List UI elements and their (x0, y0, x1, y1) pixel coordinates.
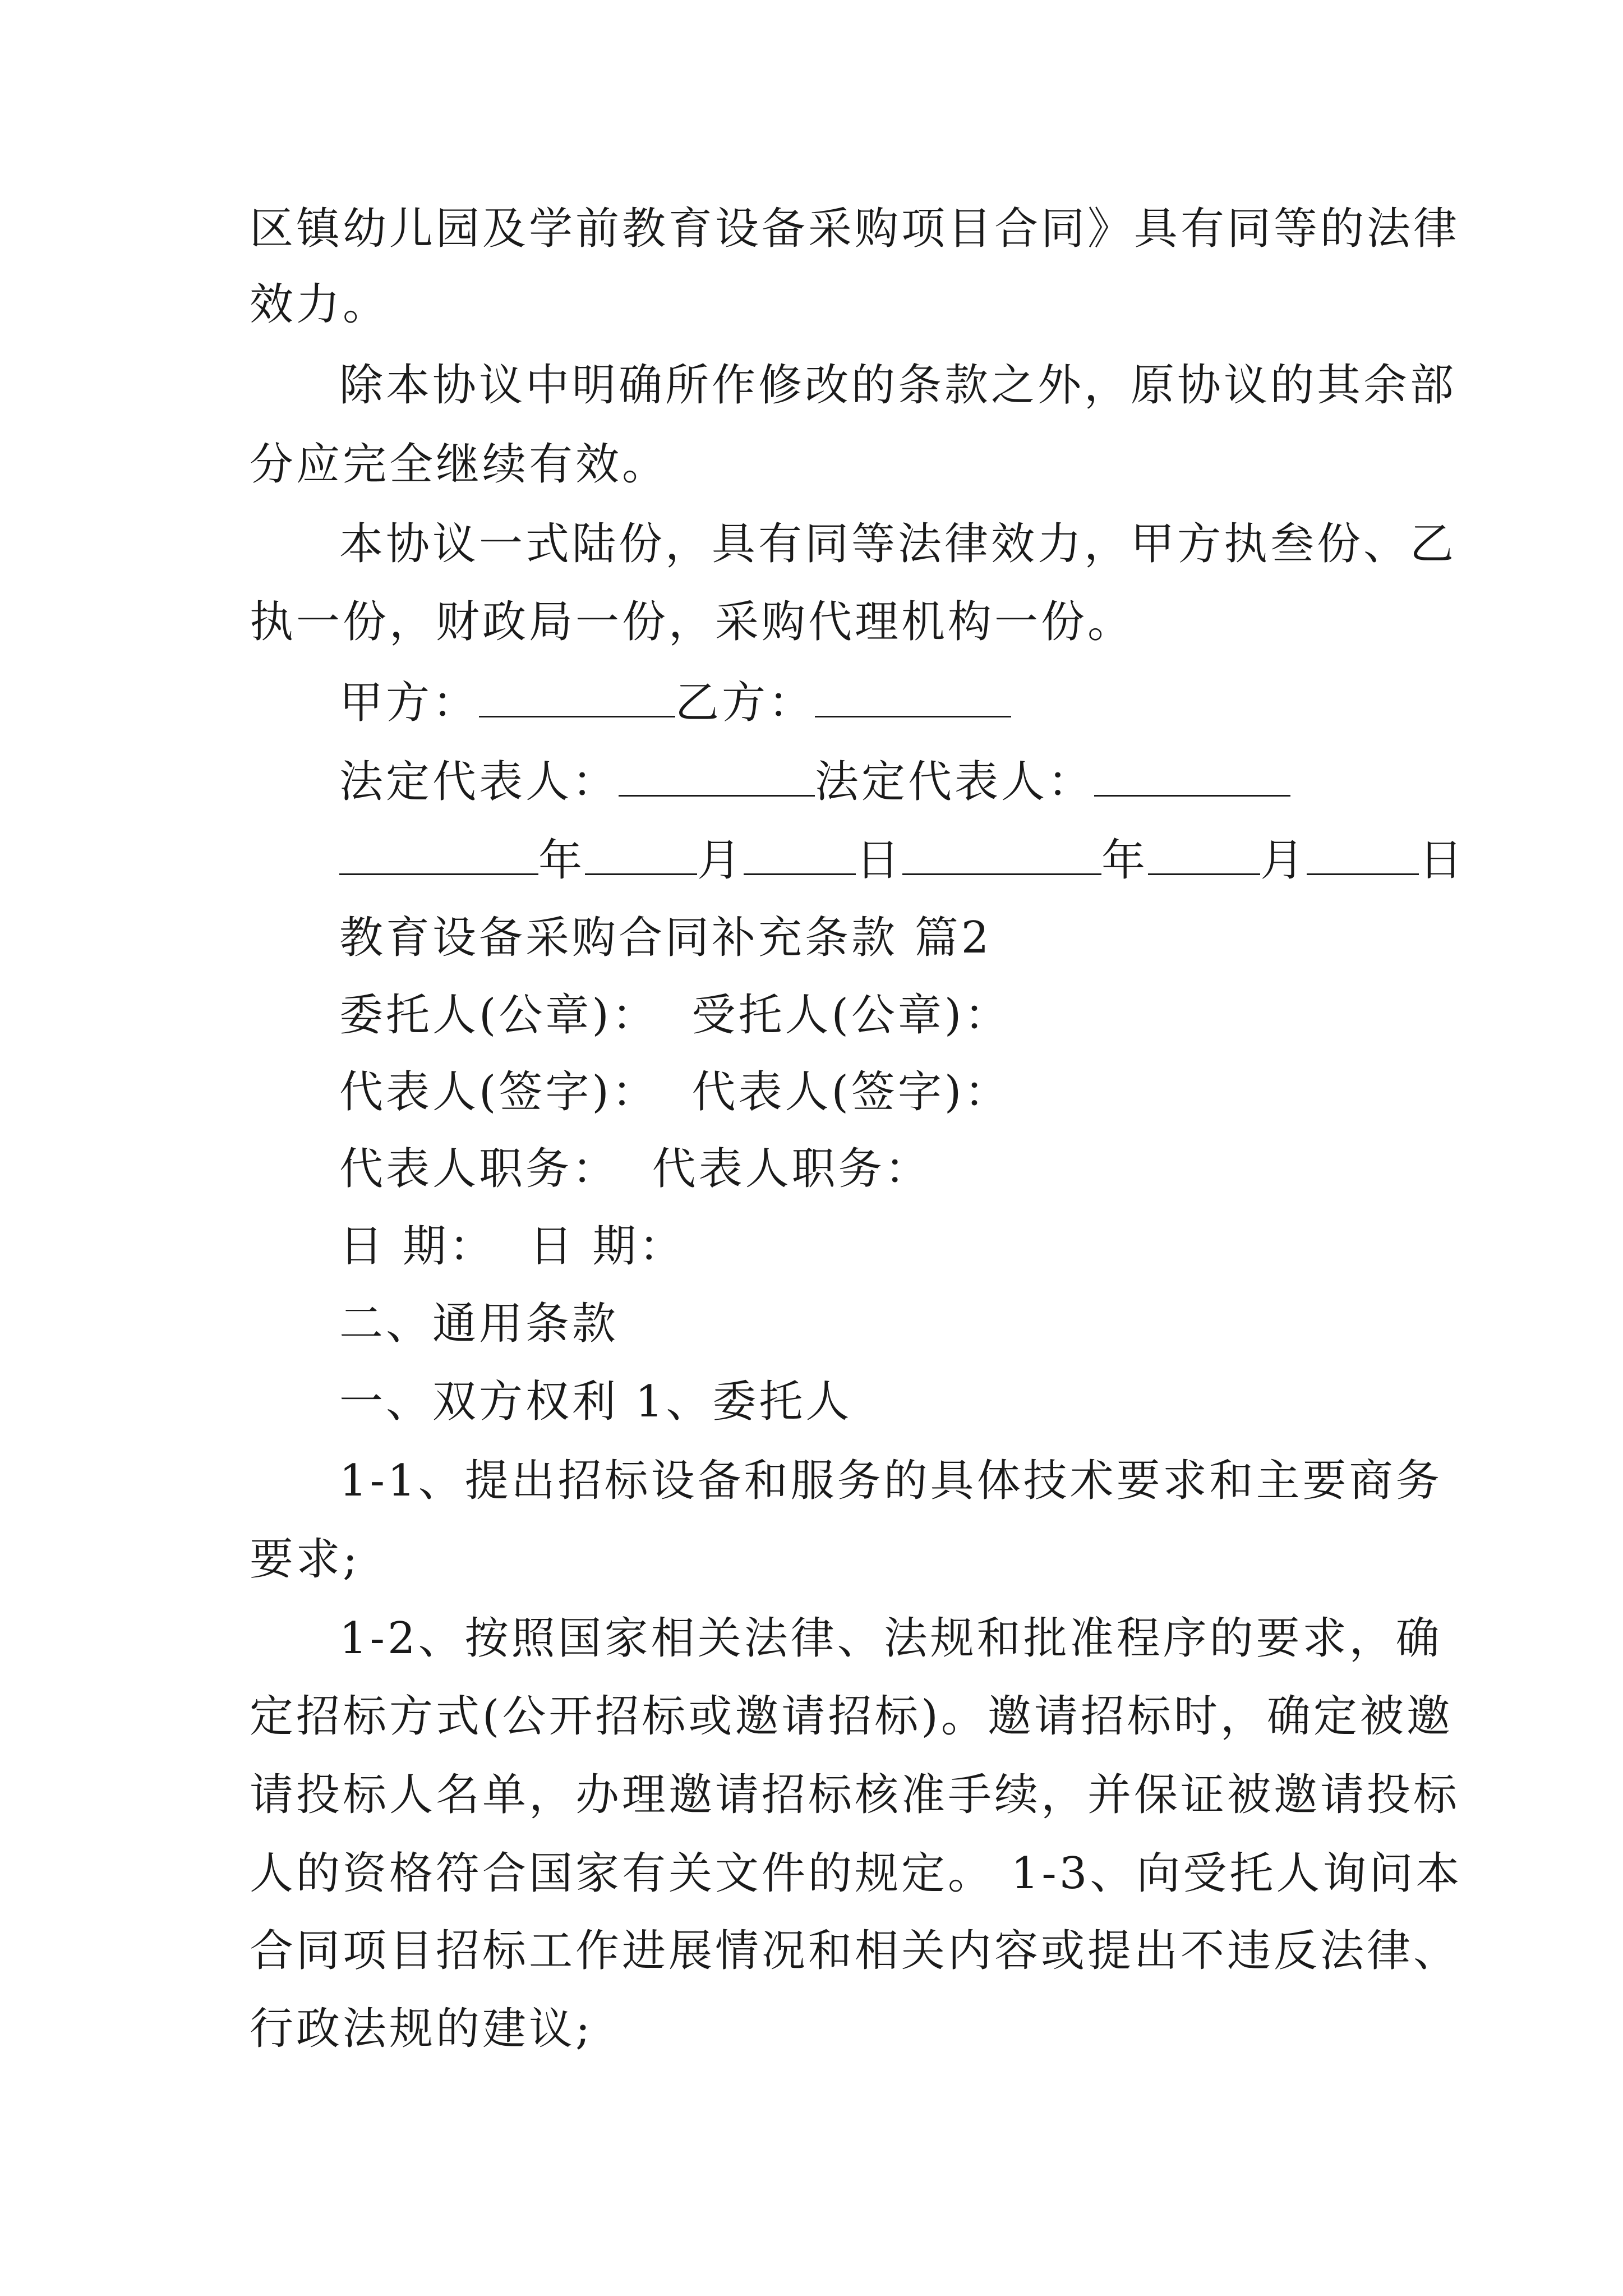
agent-seal-label: 受托人(公章)： (691, 990, 1011, 1041)
date-label-line (339, 1218, 685, 1274)
rep-sign-label: 代表人(签字)： (339, 1067, 658, 1117)
year-label: 年 (538, 835, 585, 886)
paragraph-line: 本协议一式陆份，具有同等法律效力，甲方执叁份、乙 (339, 519, 1457, 569)
paragraph-line: 区镇幼儿园及学前教育设备采购项目合同》具有同等的法律 (250, 204, 1460, 254)
month-blank (585, 832, 697, 875)
signature-line-parties (339, 674, 1011, 731)
year-label: 年 (1101, 835, 1149, 886)
paragraph-line: 人的资格符合国家有关文件的规定。 1-3、向受托人询问本 (250, 1848, 1463, 1899)
paragraph-line: 除本协议中明确所作修改的条款之外，原协议的其余部 (339, 360, 1457, 411)
signature-line-dates (339, 832, 1465, 889)
heading-general-terms: 二、通用条款 (339, 1299, 619, 1349)
party-b-blank (815, 674, 1011, 717)
paragraph-line: 1-2、按照国家相关法律、法规和批准程序的要求，确 (339, 1613, 1442, 1664)
signature-line-representatives (339, 753, 1290, 810)
paragraph-line: 分应完全继续有效。 (250, 439, 669, 490)
rep-b-label: 法定代表人： (815, 757, 1095, 807)
principal-seal-label: 委托人(公章)： (339, 990, 658, 1041)
paragraph-line: 行政法规的建议; (250, 2004, 593, 2054)
paragraph-line: 要求; (250, 1534, 361, 1585)
rep-a-label: 法定代表人： (339, 757, 619, 807)
party-a-blank (479, 674, 675, 717)
month-label: 月 (697, 835, 744, 886)
day-label: 日 (1419, 835, 1466, 886)
year-blank (339, 832, 538, 875)
rep-title-label: 代表人职务： (339, 1144, 619, 1194)
paragraph-line: 合同项目招标工作进展情况和相关内容或提出不违反法律、 (250, 1926, 1460, 1976)
paragraph-line: 定招标方式(公开招标或邀请招标)。邀请招标时，确定被邀 (250, 1691, 1453, 1742)
rep-a-blank (619, 753, 815, 797)
party-b-label: 乙方： (675, 678, 815, 728)
date-label: 日 期： (339, 1221, 496, 1272)
day-label: 日 (856, 835, 903, 886)
rep-b-blank (1094, 753, 1290, 797)
seal-line (339, 987, 1011, 1043)
signature-label-line (339, 1064, 1011, 1120)
rep-sign-label: 代表人(签字)： (691, 1067, 1011, 1117)
paragraph-line: 请投标人名单，办理邀请招标核准手续，并保证被邀请投标 (250, 1770, 1460, 1820)
month-label: 月 (1260, 835, 1307, 886)
paragraph-line: 1-1、提出招标设备和服务的具体技术要求和主要商务 (339, 1456, 1442, 1506)
heading-rights: 一、双方权利 1、委托人 (339, 1377, 852, 1427)
section-title: 教育设备采购合同补充条款 篇2 (339, 913, 992, 963)
paragraph-line: 效力。 (250, 279, 390, 330)
party-a-label: 甲方： (339, 678, 479, 728)
year-blank (902, 832, 1101, 875)
rep-title-label: 代表人职务： (652, 1144, 932, 1194)
paragraph-line: 执一份，财政局一份，采购代理机构一份。 (250, 597, 1135, 647)
date-label: 日 期： (529, 1221, 686, 1272)
title-label-line (339, 1141, 932, 1197)
day-blank (1307, 832, 1419, 875)
day-blank (744, 832, 856, 875)
month-blank (1148, 832, 1260, 875)
